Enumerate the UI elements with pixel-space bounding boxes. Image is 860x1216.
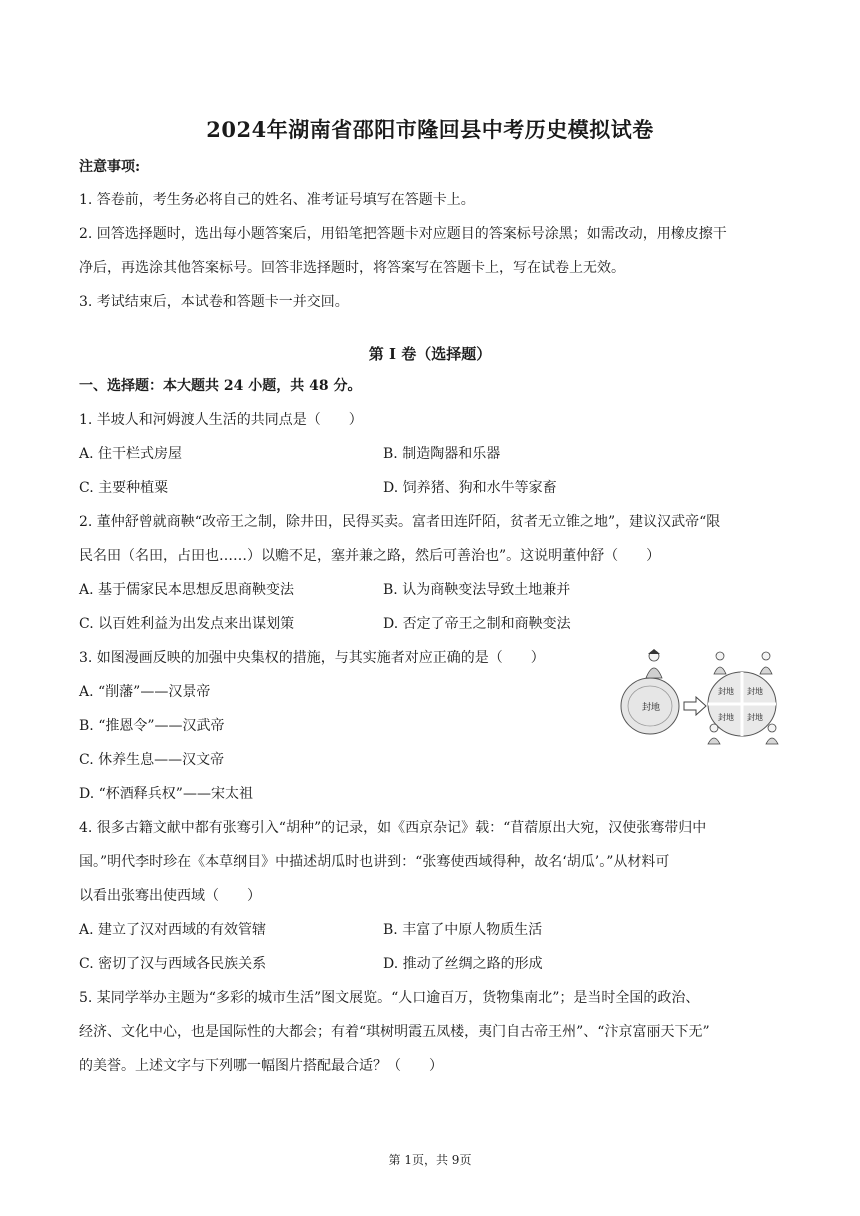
section-title: 第 I 卷（选择题） <box>368 345 492 363</box>
question-stem: 5. 某同学举办主题为“多彩的城市生活”图文展览。“人口逾百万，货物集南北”；是当时全国的政治、 <box>79 990 700 1006</box>
notice-item: 3. 考试结束后，本试卷和答题卡一并交回。 <box>79 294 349 310</box>
question-stem: 1. 半坡人和河姆渡人生活的共同点是（ ） <box>79 412 363 428</box>
question-stem: 民名田（名田，占田也……）以赡不足，塞并兼之路，然后可善治也”。这说明董仲舒（ ） <box>79 548 661 564</box>
cartoon-label: 封地 <box>642 703 661 713</box>
question-stem: 4. 很多古籍文献中都有张骞引入“胡种”的记录，如《西京杂记》载：“苜蓿原出大宛，汉使张骞带归中 <box>79 820 707 836</box>
cartoon-label: 封地 <box>718 713 734 722</box>
notice-item: 净后，再选涂其他答案标号。回答非选择题时，将答案写在答题卡上，写在试卷上无效。 <box>79 260 625 276</box>
option-b: B. 丰富了中原人物质生活 <box>383 922 543 938</box>
option-b: B. 认为商鞅变法导致土地兼并 <box>383 582 571 598</box>
question-stem: 2. 董仲舒曾就商鞅“改帝王之制，除井田，民得买卖。富者田连阡陌，贫者无立锥之地”，建议汉武帝“限 <box>79 514 721 530</box>
option-c: C. 休养生息——汉文帝 <box>79 752 225 768</box>
question-stem: 以看出张骞出使西域（ ） <box>79 888 261 904</box>
option-c: C. 主要种植粟 <box>79 480 169 496</box>
exam-title: 2024年湖南省邵阳市隆回县中考历史模拟试卷 <box>206 117 654 142</box>
notice-heading: 注意事项: <box>79 159 141 175</box>
option-c: C. 密切了汉与西域各民族关系 <box>79 956 267 972</box>
option-c: C. 以百姓利益为出发点来出谋划策 <box>79 616 295 632</box>
notice-item: 2. 回答选择题时，选出每小题答案后，用铅笔把答题卡对应题目的答案标号涂黑；如需改动，用橡皮擦干 <box>79 226 727 242</box>
question-stem: 经济、文化中心，也是国际性的大都会；有着“琪树明霞五凤楼，夷门自古帝王州”、“汴京富丽天下无” <box>79 1024 710 1040</box>
option-d: D. “杯酒释兵权”——宋太祖 <box>79 786 253 802</box>
question-stem: 国。”明代李时珍在《本草纲目》中描述胡瓜时也讲到：“张骞使西域得种，故名‘胡瓜’。”从材料可 <box>79 854 670 870</box>
notice-item: 1. 答卷前，考生务必将自己的姓名、准考证号填写在答题卡上。 <box>79 192 475 208</box>
option-a: A. 建立了汉对西域的有效管辖 <box>79 922 267 938</box>
question-stem: 的美誉。上述文字与下列哪一幅图片搭配最合适？（ ） <box>79 1058 443 1074</box>
part-heading: 一、选择题：本大题共 24 小题，共 48 分。 <box>79 378 362 394</box>
fief-division-cartoon <box>620 646 782 746</box>
option-a: A. 基于儒家民本思想反思商鞅变法 <box>79 582 295 598</box>
question-stem: 3. 如图漫画反映的加强中央集权的措施，与其实施者对应正确的是（ ） <box>79 650 545 666</box>
cartoon-label: 封地 <box>747 687 763 696</box>
option-d: D. 推动了丝绸之路的形成 <box>383 956 543 972</box>
option-d: D. 否定了帝王之制和商鞅变法 <box>383 616 571 632</box>
option-a: A. 住干栏式房屋 <box>79 446 183 462</box>
cartoon-label: 封地 <box>747 713 763 722</box>
option-d: D. 饲养猪、狗和水牛等家畜 <box>383 480 557 496</box>
page-footer: 第 1页，共 9页 <box>388 1153 472 1167</box>
option-b: B. “推恩令”——汉武帝 <box>79 718 225 734</box>
option-a: A. “削藩”——汉景帝 <box>79 684 211 700</box>
option-b: B. 制造陶器和乐器 <box>383 446 501 462</box>
cartoon-label: 封地 <box>718 687 734 696</box>
